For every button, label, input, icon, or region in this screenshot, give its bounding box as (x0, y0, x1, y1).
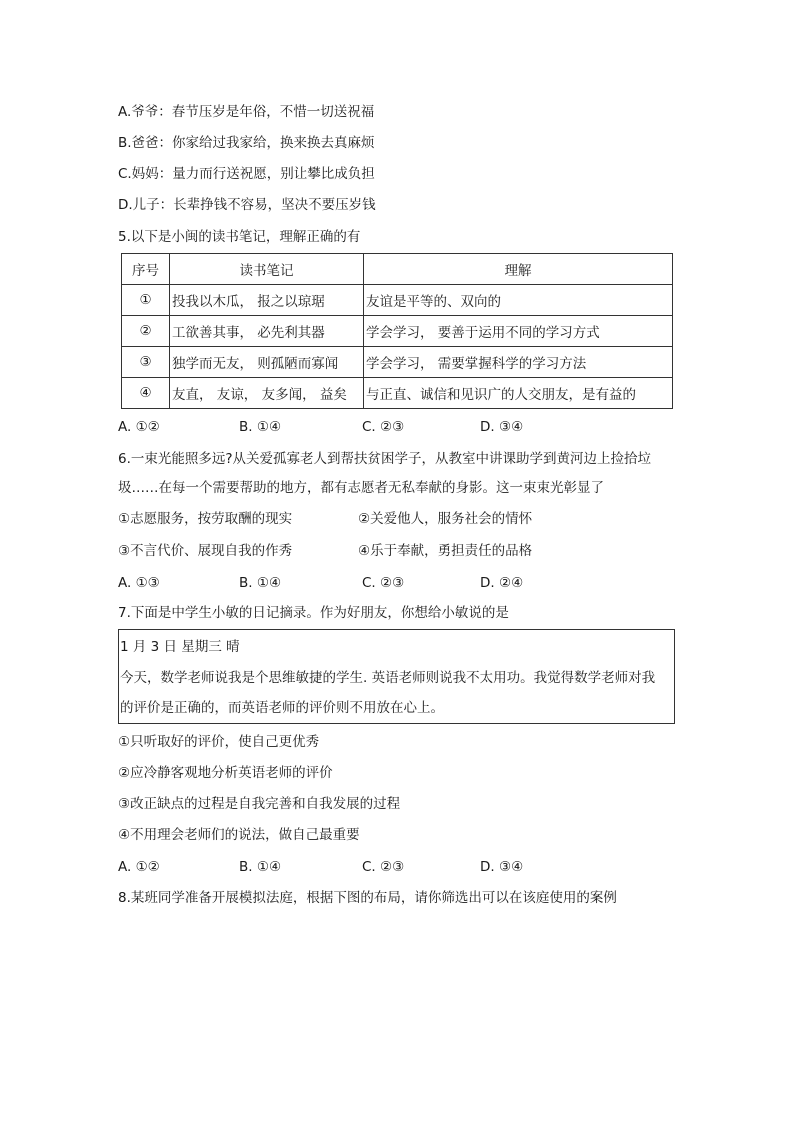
q7-choice-b[interactable]: B. ①④ (239, 859, 282, 875)
row-note: 独学而无友， 则孤陋而寡闻 (170, 347, 364, 378)
q4-option-a: A.爷爷：春节压岁是年俗，不惜一切送祝福 (118, 104, 375, 120)
header-understanding: 理解 (364, 254, 673, 285)
row-understanding: 与正直、诚信和见识广的人交朋友，是有益的 (364, 378, 673, 409)
q6-choice-c[interactable]: C. ②③ (362, 575, 405, 591)
q5-choice-c[interactable]: C. ②③ (362, 419, 405, 435)
table-row (122, 316, 673, 347)
q8-stem: 8.某班同学准备开展模拟法庭，根据下图的布局，请你筛选出可以在该庭使用的案例 (118, 890, 617, 906)
q7-statement-2: ②应冷静客观地分析英语老师的评价 (118, 765, 333, 781)
table-row (122, 378, 673, 409)
row-index: ① (122, 285, 170, 316)
q7-statement-1: ①只听取好的评价，使自己更优秀 (118, 734, 320, 750)
diary-date: 1 月 3 日 星期三 晴 (120, 639, 240, 655)
row-index: ③ (122, 347, 170, 378)
q5-choice-d[interactable]: D. ③④ (480, 419, 524, 435)
row-index: ④ (122, 378, 170, 409)
q6-statement-4: ④乐于奉献，勇担责任的品格 (358, 543, 533, 559)
diary-line2: 的评价是正确的，而英语老师的评价则不用放在心上。 (120, 700, 444, 716)
diary-line1: 今天，数学老师说我是个思维敏捷的学生. 英语老师则说我不太用功。我觉得数学老师对我 (120, 670, 656, 686)
q6-stem-line2: 圾……在每一个需要帮助的地方，都有志愿者无私奉献的身影。这一束束光彰显了 (118, 480, 604, 496)
q7-statement-3: ③改正缺点的过程是自我完善和自我发展的过程 (118, 796, 401, 812)
q7-stem: 7.下面是中学生小敏的日记摘录。作为好朋友，你想给小敏说的是 (118, 605, 509, 621)
q5-choice-b[interactable]: B. ①④ (239, 419, 282, 435)
q4-option-b: B.爸爸：你家给过我家给，换来换去真麻烦 (118, 135, 375, 151)
q7-choice-d[interactable]: D. ③④ (480, 859, 524, 875)
q6-statement-2: ②关爱他人，服务社会的情怀 (358, 511, 533, 527)
q6-stem-line1: 6.一束光能照多远?从关爱孤寡老人到帮扶贫困学子，从教室中讲课助学到黄河边上捡拾垃 (118, 451, 652, 467)
row-note: 工欲善其事， 必先利其器 (170, 316, 364, 347)
q7-choice-c[interactable]: C. ②③ (362, 859, 405, 875)
q6-statement-1: ①志愿服务，按劳取酬的现实 (118, 511, 293, 527)
header-index: 序号 (122, 254, 170, 285)
q7-statement-4: ④不用理会老师们的说法，做自己最重要 (118, 827, 360, 843)
row-understanding: 友谊是平等的、双向的 (364, 285, 673, 316)
reading-notes-table (121, 253, 673, 409)
table-row (122, 347, 673, 378)
row-note: 友直， 友谅， 友多闻， 益矣 (170, 378, 364, 409)
table-header-row (122, 254, 673, 285)
q6-choice-b[interactable]: B. ①④ (239, 575, 282, 591)
q5-choice-a[interactable]: A. ①② (118, 419, 160, 435)
row-note: 投我以木瓜， 报之以琼琚 (170, 285, 364, 316)
q6-choice-a[interactable]: A. ①③ (118, 575, 160, 591)
table-row (122, 285, 673, 316)
q5-stem: 5.以下是小闽的读书笔记，理解正确的有 (118, 229, 361, 245)
q7-choice-a[interactable]: A. ①② (118, 859, 160, 875)
row-understanding: 学会学习， 要善于运用不同的学习方式 (364, 316, 673, 347)
row-index: ② (122, 316, 170, 347)
row-understanding: 学会学习， 需要掌握科学的学习方法 (364, 347, 673, 378)
q6-statement-3: ③不言代价、展现自我的作秀 (118, 543, 293, 559)
q6-choice-d[interactable]: D. ②④ (480, 575, 524, 591)
header-notes: 读书笔记 (170, 254, 364, 285)
diary-box (118, 629, 675, 724)
q4-option-d: D.儿子：长辈挣钱不容易，坚决不要压岁钱 (118, 197, 376, 213)
q4-option-c: C.妈妈：量力而行送祝愿，别让攀比成负担 (118, 166, 375, 182)
